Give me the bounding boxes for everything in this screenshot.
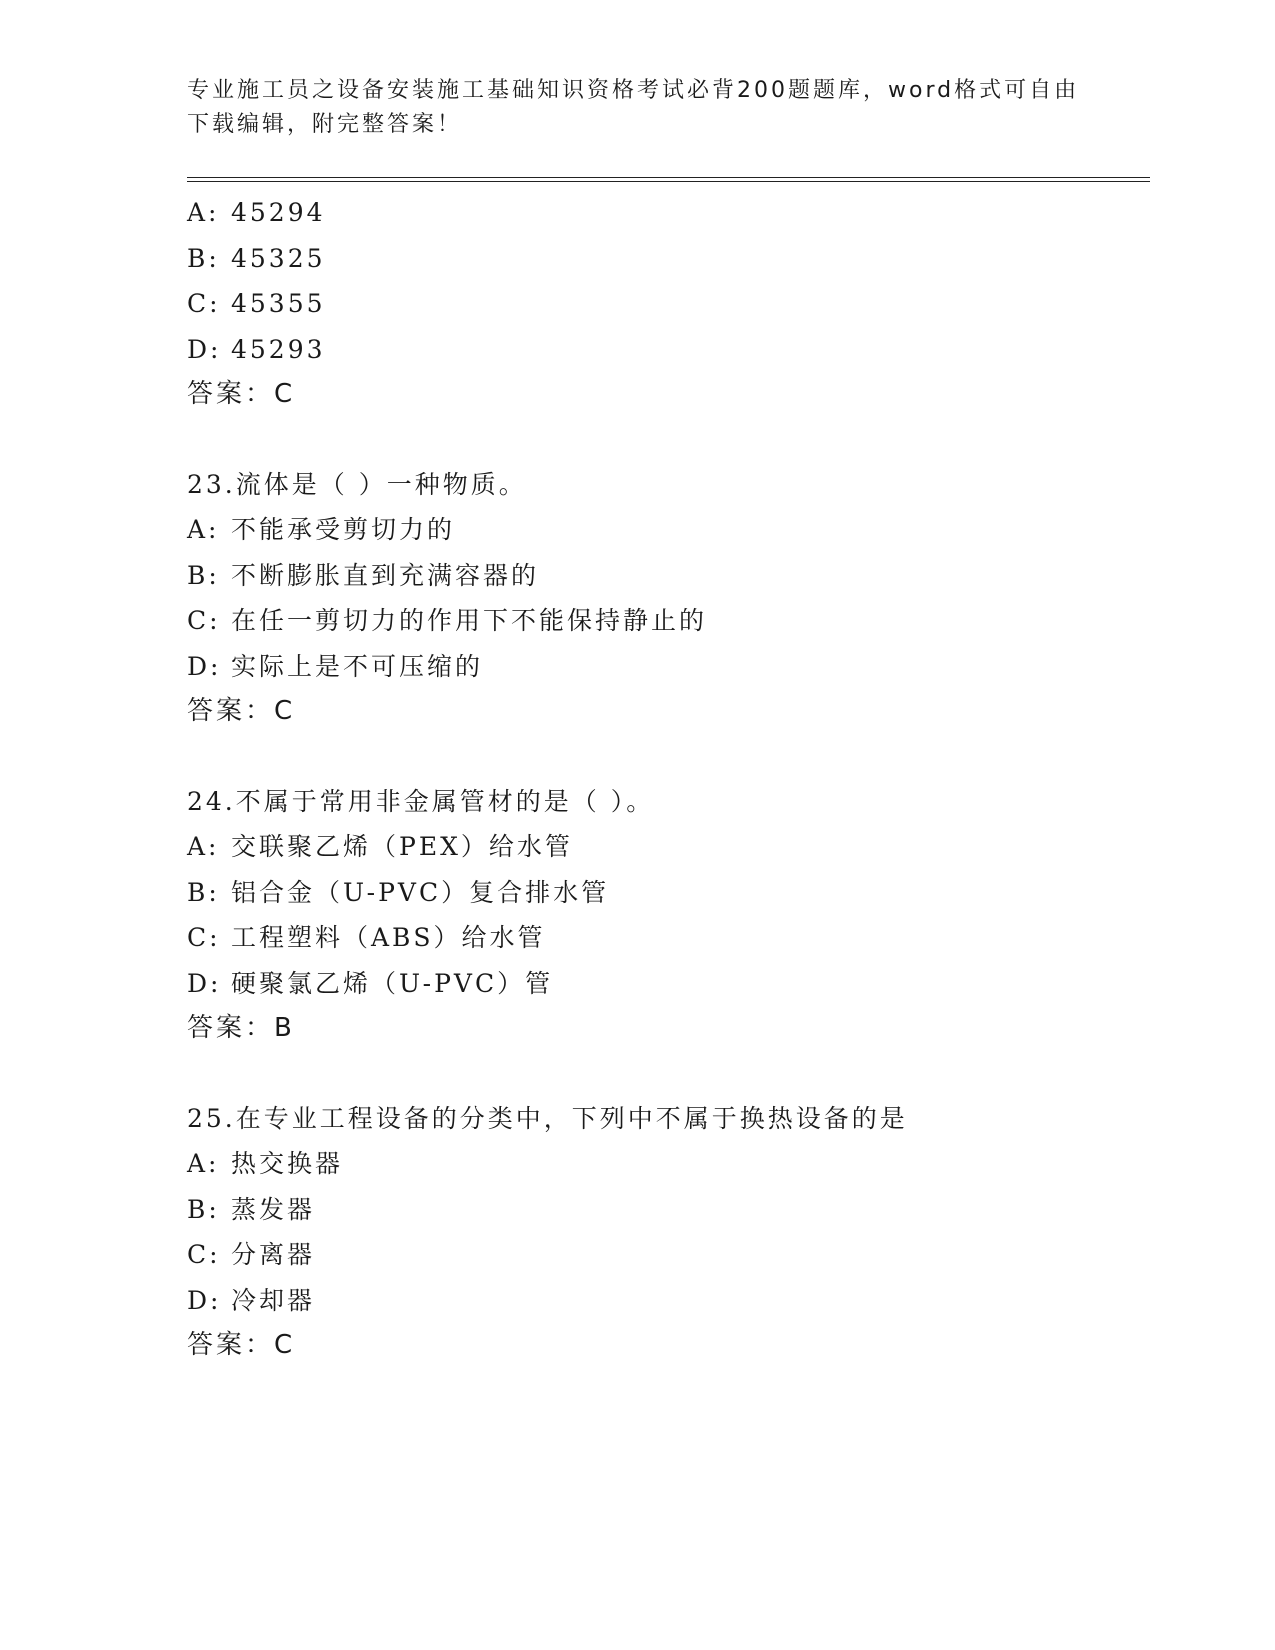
option-c: C: 工程塑料（ABS）给水管 xyxy=(187,923,546,952)
question-text: 25.在专业工程设备的分类中，下列中不属于换热设备的是 xyxy=(187,1103,908,1133)
option-c: C: 分离器 xyxy=(187,1240,316,1269)
option-a: A: 交联聚乙烯（PEX）给水管 xyxy=(187,832,573,861)
question-block xyxy=(187,779,1147,1052)
option-c: C: 45355 xyxy=(187,289,326,318)
option-b: B: 45325 xyxy=(187,243,326,273)
option-c: C: 在任一剪切力的作用下不能保持静止的 xyxy=(187,606,708,635)
block-spacer xyxy=(187,735,1147,779)
answer-line: 答案：C xyxy=(187,379,296,409)
question-block xyxy=(187,1096,1147,1369)
option-d: D: 45293 xyxy=(187,334,326,364)
block-spacer xyxy=(187,1052,1147,1096)
option-b: B: 不断膨胀直到充满容器的 xyxy=(187,560,540,590)
option-d: D: 硬聚氯乙烯（U-PVC）管 xyxy=(187,968,554,998)
option-b: B: 铝合金（U-PVC）复合排水管 xyxy=(187,877,610,907)
block-spacer xyxy=(187,418,1147,462)
header-divider xyxy=(187,177,1150,182)
option-b: B: 蒸发器 xyxy=(187,1194,316,1224)
question-text: 24.不属于常用非金属管材的是（ ）。 xyxy=(187,786,655,816)
option-d: D: 冷却器 xyxy=(187,1285,316,1315)
question-block xyxy=(187,462,1147,735)
option-a: A: 45294 xyxy=(187,198,326,227)
question-list xyxy=(187,190,1147,1369)
answer-line: 答案：B xyxy=(187,1013,295,1043)
option-a: A: 不能承受剪切力的 xyxy=(187,515,456,544)
answer-line: 答案：C xyxy=(187,696,296,726)
question-block xyxy=(187,190,1147,418)
question-text: 23.流体是（ ）一种物质。 xyxy=(187,469,527,499)
option-d: D: 实际上是不可压缩的 xyxy=(187,651,484,681)
document-header: 专业施工员之设备安装施工基础知识资格考试必背200题题库，word格式可自由下载编辑，附完整答案！ xyxy=(187,78,1080,137)
option-a: A: 热交换器 xyxy=(187,1149,344,1178)
answer-line: 答案：C xyxy=(187,1330,296,1360)
